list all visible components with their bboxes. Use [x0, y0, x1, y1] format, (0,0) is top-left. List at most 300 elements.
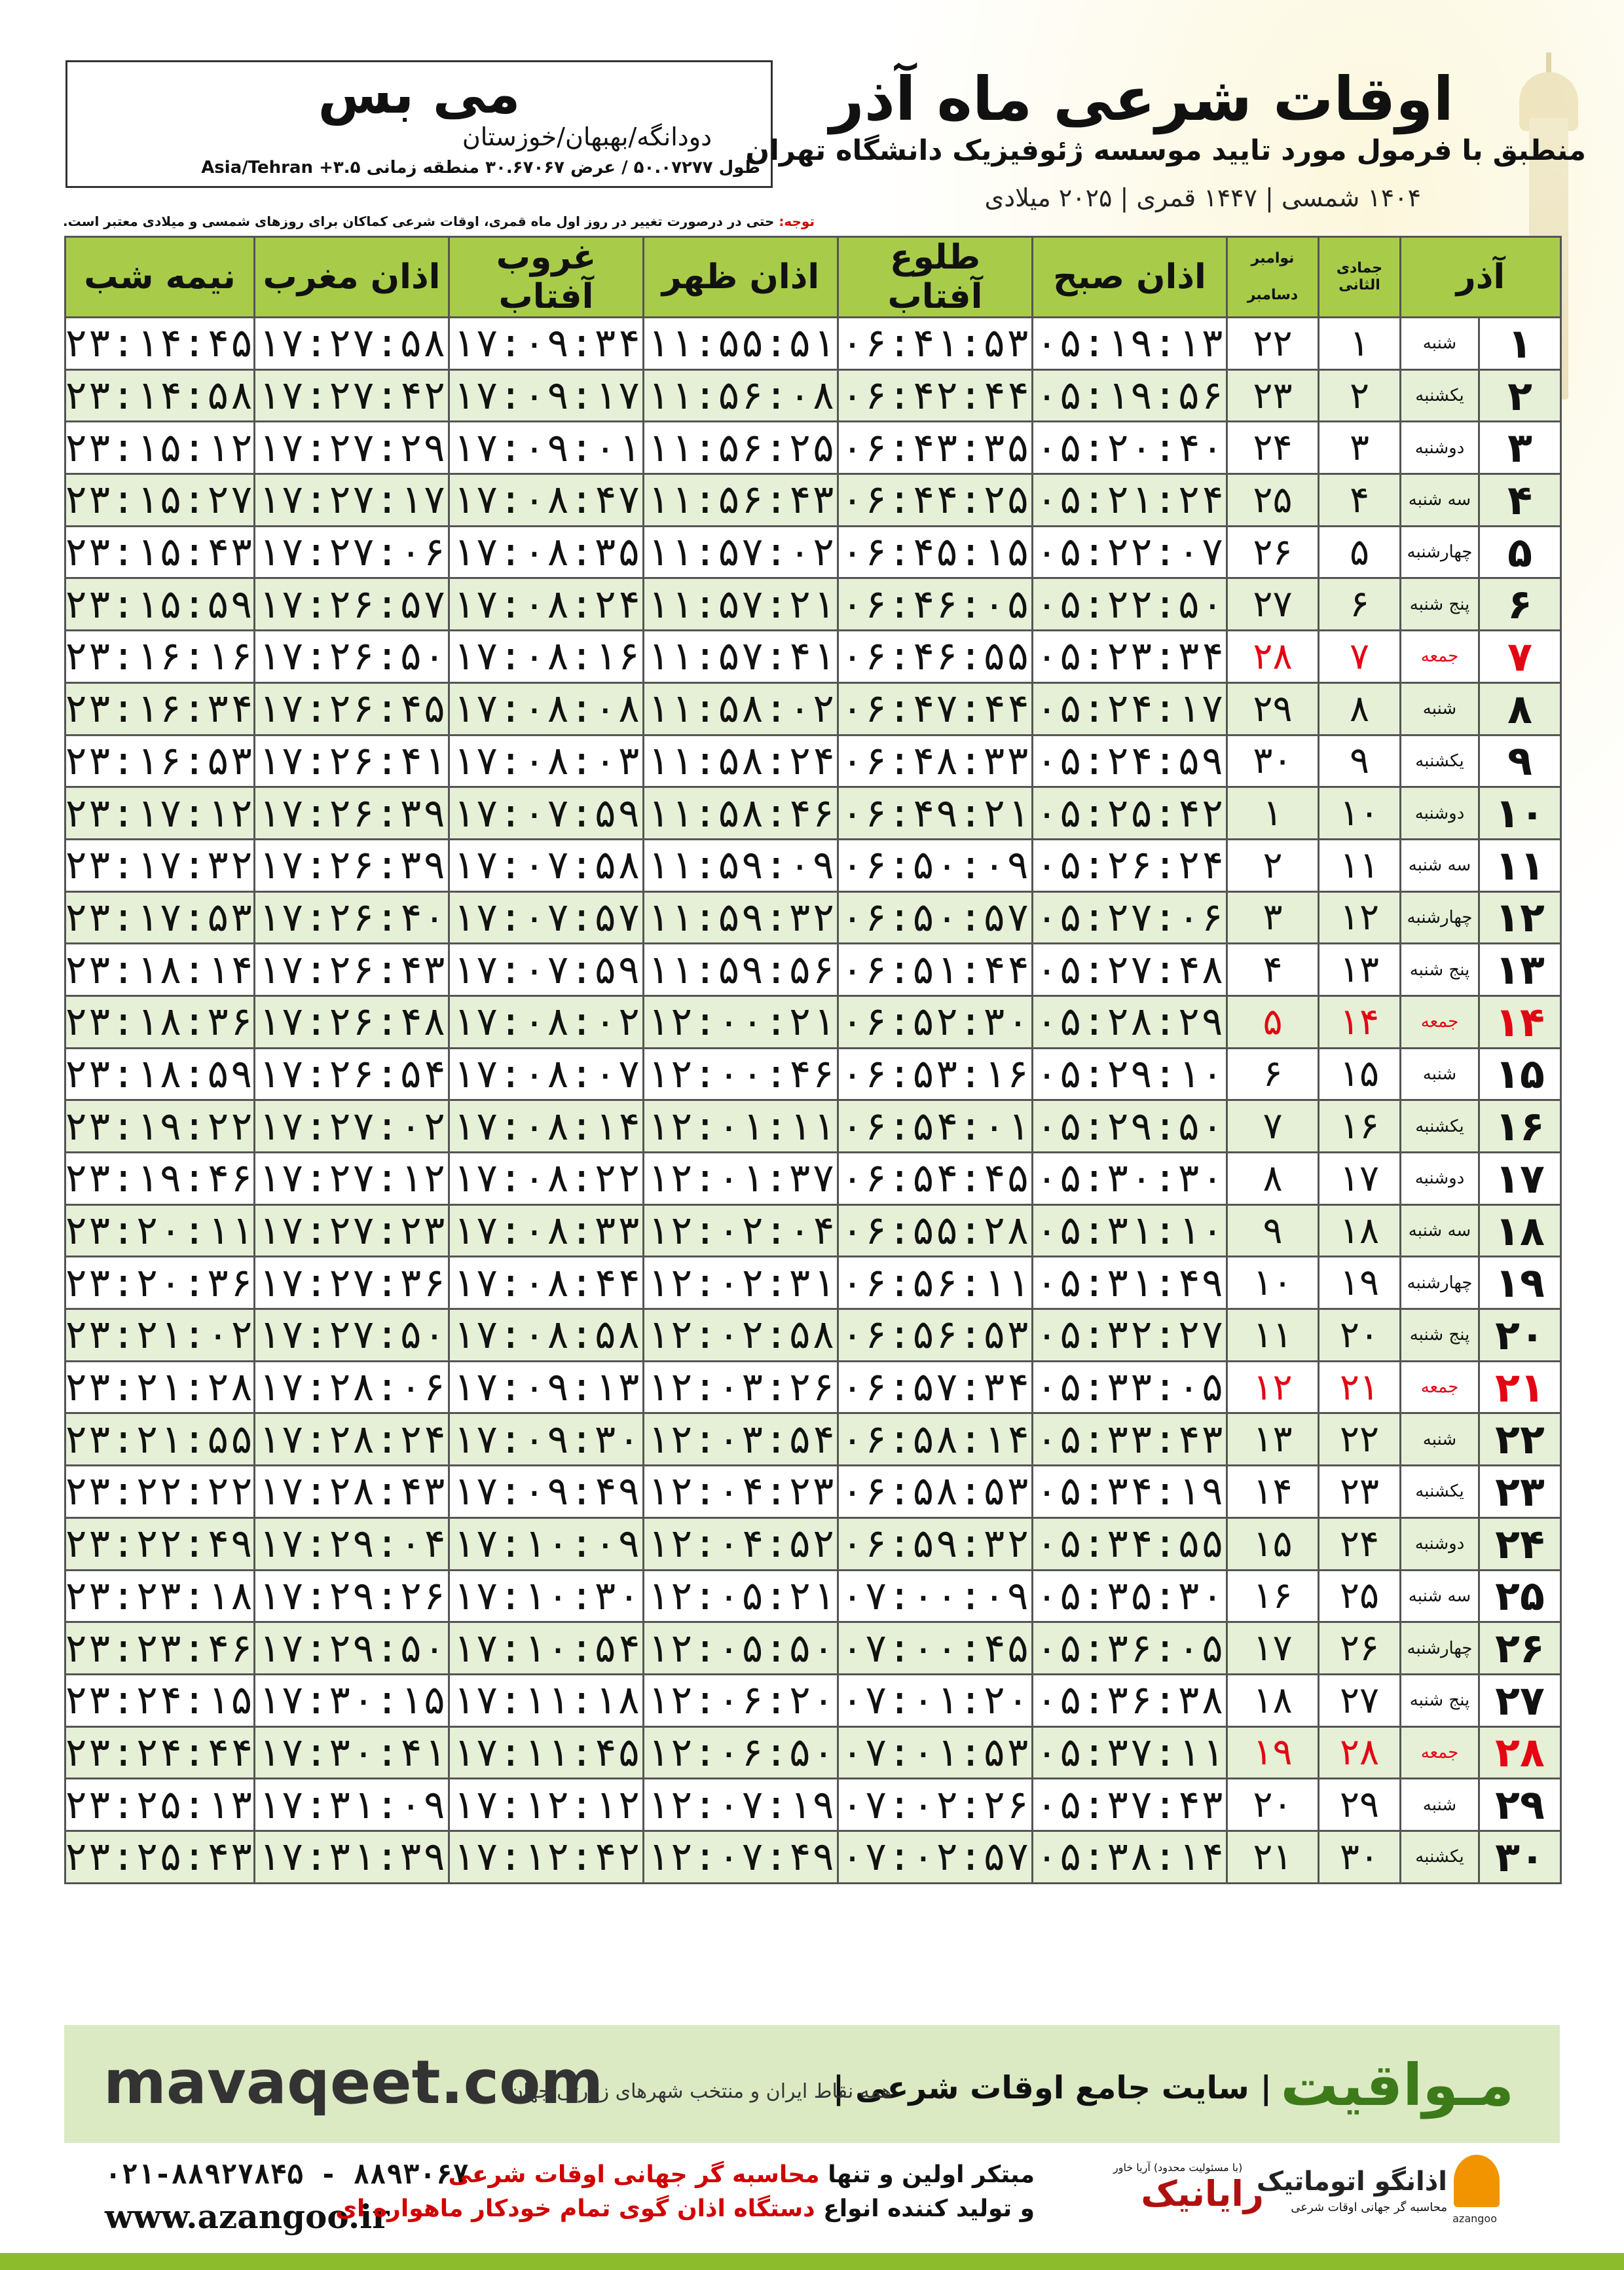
fajr-time: ۰۵:۳۳:۰۵: [1033, 1361, 1227, 1413]
table-row: [65, 1622, 1561, 1675]
maghrib-time: ۱۷:۲۶:۵۰: [255, 631, 449, 683]
midnight-time: ۲۳:۱۷:۳۲: [65, 839, 255, 891]
midnight-time: ۲۳:۲۴:۱۵: [65, 1674, 255, 1726]
note-text: حتی در درصورت تغییر در روز اول ماه قمری، اوقات شرعی کماکان برای روزهای شمسی و میلادی معتبر است.: [63, 214, 775, 229]
maghrib-time: ۱۷:۲۸:۰۶: [255, 1361, 449, 1413]
weekday: دوشنبه: [1401, 1517, 1479, 1570]
sunset-time: ۱۷:۱۱:۱۸: [449, 1674, 644, 1726]
hijri-day: ۱۱: [1319, 839, 1401, 891]
fajr-time: ۰۵:۱۹:۱۳: [1033, 318, 1227, 370]
day-number: ۷: [1479, 631, 1561, 683]
year-line: ۱۴۰۴ شمسی | ۱۴۴۷ قمری | ۲۰۲۵ میلادی: [984, 183, 1421, 212]
sunset-time: ۱۷:۰۷:۵۹: [449, 944, 644, 996]
day-number: ۲۷: [1479, 1674, 1561, 1726]
table-row: [65, 839, 1561, 891]
midnight-time: ۲۳:۱۷:۱۲: [65, 787, 255, 840]
table-row: [65, 891, 1561, 944]
fajr-time: ۰۵:۳۱:۴۹: [1033, 1257, 1227, 1309]
col-header-azar: آذر: [1401, 237, 1561, 318]
table-row: [65, 369, 1561, 422]
maghrib-time: ۱۷:۳۰:۴۱: [255, 1726, 449, 1779]
fajr-time: ۰۵:۳۲:۲۷: [1033, 1309, 1227, 1362]
gregorian-day: ۴: [1227, 944, 1319, 996]
sunset-time: ۱۷:۰۸:۰۳: [449, 735, 644, 787]
dhuhr-time: ۱۲:۰۱:۳۷: [644, 1153, 838, 1205]
dhuhr-time: ۱۲:۰۵:۵۰: [644, 1622, 838, 1675]
weekday: چهارشنبه: [1401, 891, 1479, 944]
midnight-time: ۲۳:۱۹:۲۲: [65, 1100, 255, 1153]
hijri-day: ۶: [1319, 578, 1401, 631]
sunrise-time: ۰۶:۵۰:۰۹: [838, 839, 1033, 891]
maghrib-time: ۱۷:۲۶:۵۴: [255, 1048, 449, 1100]
table-row: [65, 1048, 1561, 1100]
dhuhr-time: ۱۲:۰۲:۵۸: [644, 1309, 838, 1362]
fajr-time: ۰۵:۲۴:۵۹: [1033, 735, 1227, 787]
day-number: ۲۳: [1479, 1466, 1561, 1518]
banner-tagline: | سایت جامع اوقات شرعی |: [832, 2070, 1272, 2106]
rayanik-subtitle: (با مسئولیت محدود) آریا خاور: [1113, 2161, 1243, 2174]
sunrise-time: ۰۶:۵۷:۳۴: [838, 1361, 1033, 1413]
weekday: سه شنبه: [1401, 839, 1479, 891]
sunset-time: ۱۷:۰۷:۵۸: [449, 839, 644, 891]
table-row: [65, 1517, 1561, 1570]
dhuhr-time: ۱۱:۵۹:۵۶: [644, 944, 838, 996]
gregorian-day: ۲۵: [1227, 474, 1319, 527]
sunrise-time: ۰۶:۵۴:۰۱: [838, 1100, 1033, 1153]
fajr-time: ۰۵:۳۴:۵۵: [1033, 1517, 1227, 1570]
banner-tagline-secondary: همه نقاط ایران و منتخب شهرهای زیارتی جهان: [509, 2080, 892, 2103]
day-number: ۵: [1479, 526, 1561, 578]
day-number: ۹: [1479, 735, 1561, 787]
midnight-time: ۲۳:۲۲:۲۲: [65, 1466, 255, 1518]
midnight-time: ۲۳:۲۵:۴۳: [65, 1831, 255, 1883]
midnight-time: ۲۳:۲۱:۲۸: [65, 1361, 255, 1413]
weekday: چهارشنبه: [1401, 1622, 1479, 1675]
dhuhr-time: ۱۲:۰۷:۱۹: [644, 1779, 838, 1831]
fajr-time: ۰۵:۲۷:۴۸: [1033, 944, 1227, 996]
dhuhr-time: ۱۱:۵۸:۰۲: [644, 682, 838, 735]
rayanik-logo: [1113, 2161, 1264, 2227]
fajr-time: ۰۵:۳۸:۱۴: [1033, 1831, 1227, 1883]
table-row: [65, 735, 1561, 787]
sunset-time: ۱۷:۰۸:۱۴: [449, 1100, 644, 1153]
mavaqeet-banner: [64, 2025, 1560, 2143]
gregorian-day: ۱: [1227, 787, 1319, 840]
azangoo-website-link[interactable]: www.azangoo.ir: [105, 2197, 390, 2236]
maghrib-time: ۱۷:۲۸:۴۳: [255, 1466, 449, 1518]
sunset-time: ۱۷:۰۷:۵۷: [449, 891, 644, 944]
day-number: ۲۰: [1479, 1309, 1561, 1362]
fajr-time: ۰۵:۲۷:۰۶: [1033, 891, 1227, 944]
col-header-midnight: نیمه شب: [65, 237, 255, 318]
sunrise-time: ۰۶:۴۴:۲۵: [838, 474, 1033, 527]
sunrise-time: ۰۶:۵۵:۲۸: [838, 1204, 1033, 1257]
sunrise-time: ۰۶:۵۶:۵۳: [838, 1309, 1033, 1362]
gregorian-day: ۱۱: [1227, 1309, 1319, 1362]
hijri-day: ۱۶: [1319, 1100, 1401, 1153]
sunrise-time: ۰۶:۴۲:۴۴: [838, 369, 1033, 422]
dhuhr-time: ۱۱:۵۸:۴۶: [644, 787, 838, 840]
sunrise-time: ۰۷:۰۱:۲۰: [838, 1674, 1033, 1726]
midnight-time: ۲۳:۱۵:۴۳: [65, 526, 255, 578]
gregorian-day: ۱۸: [1227, 1674, 1319, 1726]
sunrise-time: ۰۶:۵۴:۴۵: [838, 1153, 1033, 1205]
dhuhr-time: ۱۱:۵۹:۳۲: [644, 891, 838, 944]
day-number: ۱۵: [1479, 1048, 1561, 1100]
dhuhr-time: ۱۲:۰۳:۲۶: [644, 1361, 838, 1413]
midnight-time: ۲۳:۱۸:۵۹: [65, 1048, 255, 1100]
maghrib-time: ۱۷:۳۱:۰۹: [255, 1779, 449, 1831]
table-row: [65, 682, 1561, 735]
sunrise-time: ۰۶:۴۹:۲۱: [838, 787, 1033, 840]
hijri-day: ۴: [1319, 474, 1401, 527]
weekday: دوشنبه: [1401, 1153, 1479, 1205]
gregorian-day: ۲۴: [1227, 422, 1319, 474]
hijri-day: ۹: [1319, 735, 1401, 787]
sunrise-time: ۰۶:۵۸:۵۳: [838, 1466, 1033, 1518]
hijri-day: ۱: [1319, 318, 1401, 370]
midnight-time: ۲۳:۱۹:۴۶: [65, 1153, 255, 1205]
dhuhr-time: ۱۲:۰۷:۴۹: [644, 1831, 838, 1883]
midnight-time: ۲۳:۲۰:۱۱: [65, 1204, 255, 1257]
table-row: [65, 1831, 1561, 1883]
fajr-time: ۰۵:۲۱:۲۴: [1033, 474, 1227, 527]
maghrib-time: ۱۷:۲۷:۰۶: [255, 526, 449, 578]
gregorian-day: ۲۶: [1227, 526, 1319, 578]
sunset-time: ۱۷:۰۸:۴۷: [449, 474, 644, 527]
sunset-time: ۱۷:۰۸:۳۵: [449, 526, 644, 578]
table-row: [65, 474, 1561, 527]
midnight-time: ۲۳:۲۱:۰۲: [65, 1309, 255, 1362]
table-row: [65, 1413, 1561, 1466]
col-header-dhuhr: اذان ظهر: [644, 237, 838, 318]
gregorian-day: ۱۴: [1227, 1466, 1319, 1518]
gregorian-day: ۱۵: [1227, 1517, 1319, 1570]
dhuhr-time: ۱۲:۰۶:۲۰: [644, 1674, 838, 1726]
midnight-time: ۲۳:۲۰:۳۶: [65, 1257, 255, 1309]
midnight-time: ۲۳:۱۸:۱۴: [65, 944, 255, 996]
table-row: [65, 787, 1561, 840]
maghrib-time: ۱۷:۲۶:۳۹: [255, 839, 449, 891]
midnight-time: ۲۳:۲۲:۴۹: [65, 1517, 255, 1570]
fajr-time: ۰۵:۲۸:۲۹: [1033, 995, 1227, 1048]
sunrise-time: ۰۷:۰۱:۵۳: [838, 1726, 1033, 1779]
table-row: [65, 1100, 1561, 1153]
hijri-day: ۲۰: [1319, 1309, 1401, 1362]
sunset-time: ۱۷:۰۸:۰۲: [449, 995, 644, 1048]
hijri-day: ۲۴: [1319, 1517, 1401, 1570]
weekday: سه شنبه: [1401, 474, 1479, 527]
maghrib-time: ۱۷:۲۷:۴۲: [255, 369, 449, 422]
page-title: اوقات شرعی ماه آذر: [829, 64, 1454, 134]
midnight-time: ۲۳:۱۵:۲۷: [65, 474, 255, 527]
fajr-time: ۰۵:۲۳:۳۴: [1033, 631, 1227, 683]
sunset-time: ۱۷:۰۸:۴۴: [449, 1257, 644, 1309]
midnight-time: ۲۳:۱۷:۵۳: [65, 891, 255, 944]
midnight-time: ۲۳:۱۴:۴۵: [65, 318, 255, 370]
prayer-times-table: [64, 236, 1562, 1884]
gregorian-day: ۲۲: [1227, 318, 1319, 370]
gregorian-day: ۲۱: [1227, 1831, 1319, 1883]
gregorian-day: ۲۰: [1227, 1779, 1319, 1831]
dhuhr-time: ۱۲:۰۵:۲۱: [644, 1570, 838, 1622]
col-header-fajr: اذان صبح: [1033, 237, 1227, 318]
weekday: سه شنبه: [1401, 1204, 1479, 1257]
hijri-day: ۲: [1319, 369, 1401, 422]
website-link[interactable]: mavaqeet.com: [103, 2047, 604, 2117]
fajr-time: ۰۵:۳۴:۱۹: [1033, 1466, 1227, 1518]
sunrise-time: ۰۶:۵۲:۳۰: [838, 995, 1033, 1048]
gregorian-day: ۲۸: [1227, 631, 1319, 683]
fajr-time: ۰۵:۲۴:۱۷: [1033, 682, 1227, 735]
midnight-time: ۲۳:۲۴:۴۴: [65, 1726, 255, 1779]
hijri-day: ۲۶: [1319, 1622, 1401, 1675]
maghrib-time: ۱۷:۲۶:۵۷: [255, 578, 449, 631]
rayanik-name: رایانیک: [1141, 2173, 1264, 2214]
sunrise-time: ۰۶:۵۹:۳۲: [838, 1517, 1033, 1570]
maghrib-time: ۱۷:۲۷:۲۳: [255, 1204, 449, 1257]
hijri-day: ۱۰: [1319, 787, 1401, 840]
hijri-day: ۷: [1319, 631, 1401, 683]
midnight-time: ۲۳:۱۶:۳۴: [65, 682, 255, 735]
weekday: شنبه: [1401, 682, 1479, 735]
table-row: [65, 1257, 1561, 1309]
midnight-time: ۲۳:۱۸:۳۶: [65, 995, 255, 1048]
sunset-time: ۱۷:۱۲:۱۲: [449, 1779, 644, 1831]
maghrib-time: ۱۷:۲۷:۵۸: [255, 318, 449, 370]
greg-top-label: نوامبر: [1251, 250, 1295, 267]
maghrib-time: ۱۷:۳۰:۱۵: [255, 1674, 449, 1726]
day-number: ۶: [1479, 578, 1561, 631]
table-row: [65, 1779, 1561, 1831]
sunrise-time: ۰۶:۴۶:۵۵: [838, 631, 1033, 683]
fajr-time: ۰۵:۲۰:۴۰: [1033, 422, 1227, 474]
day-number: ۲۲: [1479, 1413, 1561, 1466]
dhuhr-time: ۱۲:۰۰:۲۱: [644, 995, 838, 1048]
dhuhr-time: ۱۱:۵۷:۰۲: [644, 526, 838, 578]
sunset-time: ۱۷:۱۰:۰۹: [449, 1517, 644, 1570]
fajr-time: ۰۵:۲۶:۲۴: [1033, 839, 1227, 891]
city-name: می بس: [318, 64, 521, 126]
gregorian-day: ۲۹: [1227, 682, 1319, 735]
hijri-day: ۲۷: [1319, 1674, 1401, 1726]
weekday: شنبه: [1401, 1779, 1479, 1831]
hijri-day: ۱۲: [1319, 891, 1401, 944]
greg-bottom-label: دسامبر: [1247, 287, 1299, 303]
sunset-time: ۱۷:۰۹:۴۹: [449, 1466, 644, 1518]
sunset-time: ۱۷:۰۷:۵۹: [449, 787, 644, 840]
table-body: [65, 318, 1561, 1884]
hijri-day: ۸: [1319, 682, 1401, 735]
weekday: شنبه: [1401, 1048, 1479, 1100]
day-number: ۲۶: [1479, 1622, 1561, 1675]
hijri-day: ۲۸: [1319, 1726, 1401, 1779]
sunset-time: ۱۷:۰۹:۱۳: [449, 1361, 644, 1413]
weekday: یکشنبه: [1401, 1831, 1479, 1883]
bottom-bar: [0, 2253, 1624, 2270]
dhuhr-time: ۱۲:۰۴:۲۳: [644, 1466, 838, 1518]
day-number: ۱۴: [1479, 995, 1561, 1048]
sunrise-time: ۰۷:۰۲:۲۶: [838, 1779, 1033, 1831]
brand-name: مـواقیت: [1280, 2051, 1514, 2119]
weekday: دوشنبه: [1401, 422, 1479, 474]
sunset-time: ۱۷:۱۲:۴۲: [449, 1831, 644, 1883]
hijri-day: ۳: [1319, 422, 1401, 474]
dhuhr-time: ۱۲:۰۴:۵۲: [644, 1517, 838, 1570]
gregorian-day: ۲: [1227, 839, 1319, 891]
dhuhr-time: ۱۱:۵۷:۴۱: [644, 631, 838, 683]
table-row: [65, 578, 1561, 631]
page-subtitle: منطبق با فرمول مورد تایید موسسه ژئوفیزیک دانشگاه تهران: [745, 134, 1586, 167]
hijri-day: ۲۱: [1319, 1361, 1401, 1413]
azangoo-emblem-icon: [1454, 2155, 1500, 2207]
weekday: شنبه: [1401, 1413, 1479, 1466]
dhuhr-time: ۱۲:۰۰:۴۶: [644, 1048, 838, 1100]
dhuhr-time: ۱۱:۵۶:۲۵: [644, 422, 838, 474]
col-header-sunrise: طلوع آفتاب: [838, 237, 1033, 318]
hijri-day: ۲۲: [1319, 1413, 1401, 1466]
dhuhr-time: ۱۲:۰۱:۱۱: [644, 1100, 838, 1153]
hijri-day: ۲۵: [1319, 1570, 1401, 1622]
fajr-time: ۰۵:۳۱:۱۰: [1033, 1204, 1227, 1257]
table-row: [65, 995, 1561, 1048]
day-number: ۱۰: [1479, 787, 1561, 840]
promo1-highlight: محاسبه گر جهانی اوقات شرعی: [448, 2161, 820, 2188]
fajr-time: ۰۵:۲۲:۵۰: [1033, 578, 1227, 631]
col-header-sunset: غروب آفتاب: [449, 237, 644, 318]
midnight-time: ۲۳:۲۵:۱۳: [65, 1779, 255, 1831]
col-header-maghrib: اذان مغرب: [255, 237, 449, 318]
sunrise-time: ۰۶:۴۵:۱۵: [838, 526, 1033, 578]
sunrise-time: ۰۶:۴۸:۳۳: [838, 735, 1033, 787]
fajr-time: ۰۵:۲۹:۵۰: [1033, 1100, 1227, 1153]
maghrib-time: ۱۷:۲۷:۱۷: [255, 474, 449, 527]
midnight-time: ۲۳:۱۴:۵۸: [65, 369, 255, 422]
fajr-time: ۰۵:۳۷:۱۱: [1033, 1726, 1227, 1779]
day-number: ۴: [1479, 474, 1561, 527]
weekday: چهارشنبه: [1401, 526, 1479, 578]
promo2-highlight: دستگاه اذان گوی تمام خودکار ماهواره ای: [335, 2195, 815, 2222]
sunrise-time: ۰۶:۵۱:۴۴: [838, 944, 1033, 996]
weekday: یکشنبه: [1401, 369, 1479, 422]
midnight-time: ۲۳:۱۶:۵۳: [65, 735, 255, 787]
weekday: جمعه: [1401, 995, 1479, 1048]
maghrib-time: ۱۷:۲۹:۲۶: [255, 1570, 449, 1622]
note-label: توجه:: [779, 214, 815, 229]
hijri-day: ۳۰: [1319, 1831, 1401, 1883]
weekday: یکشنبه: [1401, 1100, 1479, 1153]
fajr-time: ۰۵:۲۲:۰۷: [1033, 526, 1227, 578]
day-number: ۱۱: [1479, 839, 1561, 891]
maghrib-time: ۱۷:۲۷:۱۲: [255, 1153, 449, 1205]
azangoo-name: اذانگو اتوماتیک: [1256, 2167, 1447, 2197]
maghrib-time: ۱۷:۲۶:۴۵: [255, 682, 449, 735]
maghrib-time: ۱۷:۲۶:۴۳: [255, 944, 449, 996]
maghrib-time: ۱۷:۲۹:۰۴: [255, 1517, 449, 1570]
table-row: [65, 1726, 1561, 1779]
day-number: ۲۴: [1479, 1517, 1561, 1570]
dhuhr-time: ۱۲:۰۶:۵۰: [644, 1726, 838, 1779]
weekday: پنج شنبه: [1401, 1674, 1479, 1726]
table-row: [65, 318, 1561, 370]
promo2-text: و تولید کننده انواع: [823, 2195, 1035, 2222]
hijri-day: ۲۳: [1319, 1466, 1401, 1518]
gregorian-day: ۱۹: [1227, 1726, 1319, 1779]
gregorian-day: ۳۰: [1227, 735, 1319, 787]
hijri-day: ۱۸: [1319, 1204, 1401, 1257]
dhuhr-time: ۱۱:۵۶:۴۳: [644, 474, 838, 527]
sunrise-time: ۰۷:۰۰:۴۵: [838, 1622, 1033, 1675]
maghrib-time: ۱۷:۲۸:۲۴: [255, 1413, 449, 1466]
sunrise-time: ۰۷:۰۲:۵۷: [838, 1831, 1033, 1883]
hijri-day: ۱۴: [1319, 995, 1401, 1048]
table-row: [65, 422, 1561, 474]
gregorian-day: ۳: [1227, 891, 1319, 944]
day-number: ۲: [1479, 369, 1561, 422]
day-number: ۱۷: [1479, 1153, 1561, 1205]
gregorian-day: ۸: [1227, 1153, 1319, 1205]
gregorian-day: ۲۷: [1227, 578, 1319, 631]
gregorian-day: ۶: [1227, 1048, 1319, 1100]
table-row: [65, 1361, 1561, 1413]
maghrib-time: ۱۷:۲۷:۲۹: [255, 422, 449, 474]
weekday: یکشنبه: [1401, 1466, 1479, 1518]
day-number: ۱۶: [1479, 1100, 1561, 1153]
sunset-time: ۱۷:۰۹:۰۱: [449, 422, 644, 474]
fajr-time: ۰۵:۳۳:۴۳: [1033, 1413, 1227, 1466]
gregorian-day: ۱۲: [1227, 1361, 1319, 1413]
dhuhr-time: ۱۱:۵۵:۵۱: [644, 318, 838, 370]
table-row: [65, 526, 1561, 578]
promo1-text: مبتکر اولین و تنها: [828, 2161, 1035, 2188]
day-number: ۲۹: [1479, 1779, 1561, 1831]
day-number: ۱۹: [1479, 1257, 1561, 1309]
hijri-day: ۱۹: [1319, 1257, 1401, 1309]
city-region: دودانگه/بهبهان/خوزستان: [462, 122, 712, 151]
hijri-day: ۱۷: [1319, 1153, 1401, 1205]
midnight-time: ۲۳:۱۵:۱۲: [65, 422, 255, 474]
hijri-day: ۱۳: [1319, 944, 1401, 996]
sunset-time: ۱۷:۰۹:۳۰: [449, 1413, 644, 1466]
dhuhr-time: ۱۲:۰۲:۰۴: [644, 1204, 838, 1257]
table-row: [65, 1309, 1561, 1362]
day-number: ۲۵: [1479, 1570, 1561, 1622]
sunrise-time: ۰۶:۵۸:۱۴: [838, 1413, 1033, 1466]
maghrib-time: ۱۷:۲۶:۳۹: [255, 787, 449, 840]
dhuhr-time: ۱۱:۵۶:۰۸: [644, 369, 838, 422]
table-row: [65, 1570, 1561, 1622]
sunrise-time: ۰۷:۰۰:۰۹: [838, 1570, 1033, 1622]
midnight-time: ۲۳:۱۶:۱۶: [65, 631, 255, 683]
fajr-time: ۰۵:۳۵:۳۰: [1033, 1570, 1227, 1622]
hijri-day: ۵: [1319, 526, 1401, 578]
weekday: دوشنبه: [1401, 787, 1479, 840]
weekday: پنج شنبه: [1401, 944, 1479, 996]
promo-line-1: [449, 2161, 1035, 2188]
gregorian-day: ۲۳: [1227, 369, 1319, 422]
hijri-day: ۱۵: [1319, 1048, 1401, 1100]
dhuhr-time: ۱۲:۰۳:۵۴: [644, 1413, 838, 1466]
sunset-time: ۱۷:۰۸:۵۸: [449, 1309, 644, 1362]
azangoo-logo: [1256, 2155, 1500, 2233]
day-number: ۲۱: [1479, 1361, 1561, 1413]
sunset-time: ۱۷:۰۹:۱۷: [449, 369, 644, 422]
fajr-time: ۰۵:۳۶:۰۵: [1033, 1622, 1227, 1675]
day-number: ۳۰: [1479, 1831, 1561, 1883]
midnight-time: ۲۳:۲۳:۴۶: [65, 1622, 255, 1675]
table-row: [65, 1204, 1561, 1257]
promo-line-2: [335, 2195, 1035, 2222]
